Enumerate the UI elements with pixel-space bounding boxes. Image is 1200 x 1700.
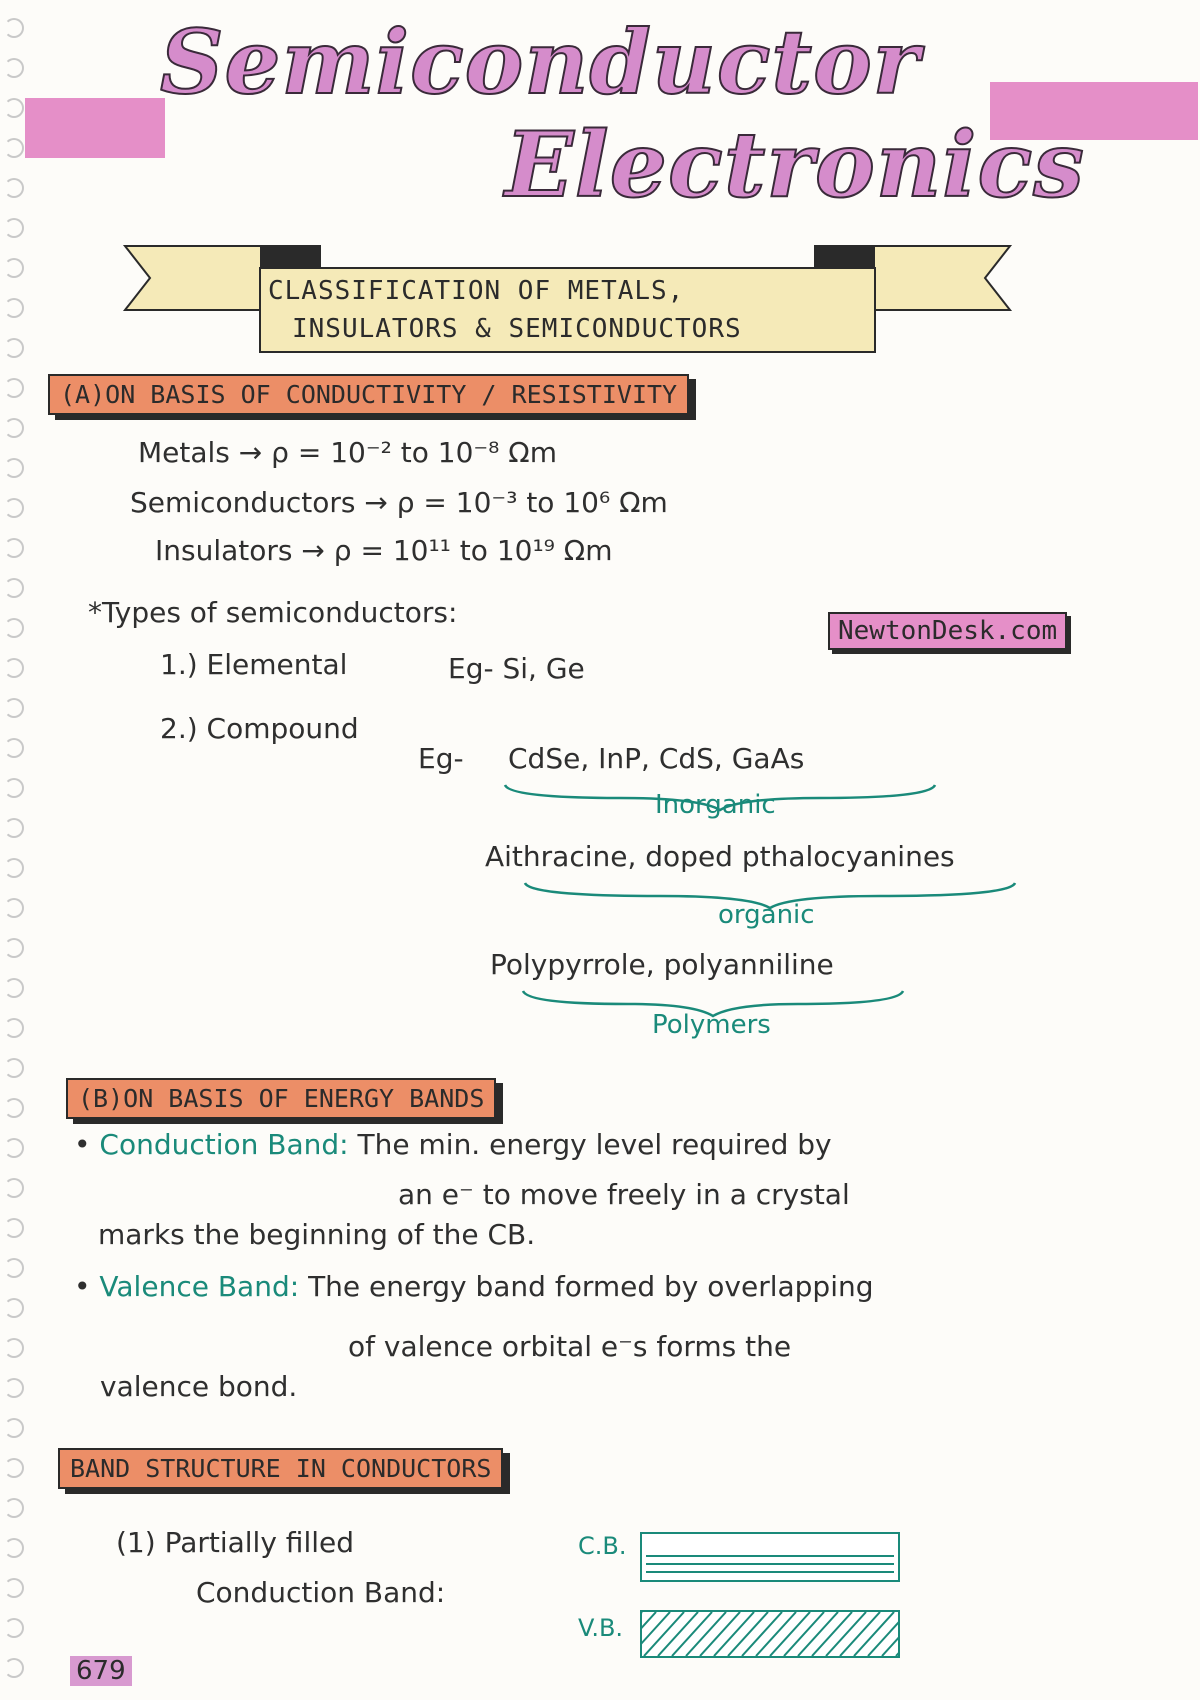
- pink-highlight-left: [25, 98, 165, 158]
- spiral-ring: [4, 978, 24, 998]
- row-range: 10⁻² to 10⁻⁸ Ωm: [330, 436, 557, 469]
- resistivity-row-insulators: [155, 534, 612, 567]
- hatch-line: [896, 1612, 898, 1656]
- vb-term: Valence Band:: [99, 1270, 300, 1303]
- organic-label: organic: [718, 900, 815, 930]
- hatch-line: [642, 1612, 670, 1656]
- spiral-ring: [4, 298, 24, 318]
- spiral-ring: [4, 18, 24, 38]
- spiral-ring: [4, 858, 24, 878]
- vb-definition-line2: of valence orbital e⁻s forms the: [348, 1330, 792, 1363]
- organic-list: Aithracine, doped pthalocyanines: [485, 840, 955, 873]
- vb-label: V.B.: [578, 1614, 624, 1642]
- spiral-ring: [4, 578, 24, 598]
- spiral-ring: [4, 1218, 24, 1238]
- equals-sign: =: [423, 486, 447, 519]
- rho-symbol: ρ: [396, 486, 415, 519]
- spiral-ring: [4, 898, 24, 918]
- spiral-ring: [4, 378, 24, 398]
- spiral-ring: [4, 98, 24, 118]
- section-b-heading: (B)ON BASIS OF ENERGY BANDS: [66, 1078, 496, 1119]
- spiral-ring: [4, 1378, 24, 1398]
- spiral-ring: [4, 1258, 24, 1278]
- arrow-icon: →: [238, 436, 263, 469]
- rho-symbol: ρ: [333, 534, 352, 567]
- arrow-icon: →: [364, 486, 388, 519]
- cb-text1: The min. energy level required by: [357, 1128, 832, 1161]
- row-range: 10¹¹ to 10¹⁹ Ωm: [392, 534, 613, 567]
- resistivity-row-metals: [138, 436, 557, 469]
- spiral-ring: [4, 1658, 24, 1678]
- spiral-ring: [4, 458, 24, 478]
- spiral-ring: [4, 1538, 24, 1558]
- spiral-ring: [4, 418, 24, 438]
- spiral-ring: [4, 218, 24, 238]
- section-a-heading: (A)ON BASIS OF CONDUCTIVITY / RESISTIVITY: [48, 374, 689, 415]
- spiral-ring: [4, 1338, 24, 1358]
- polymer-list: Polypyrrole, polyanniline: [490, 948, 834, 981]
- type-elemental-label: 1.) Elemental: [160, 648, 348, 681]
- banner-line2: INSULATORS & SEMICONDUCTORS: [292, 314, 742, 344]
- partially-filled-line2: Conduction Band:: [196, 1576, 446, 1609]
- spiral-ring: [4, 178, 24, 198]
- partial-fill-lines: [642, 1534, 898, 1580]
- page-number: 679: [70, 1656, 132, 1686]
- resistivity-row-semiconductors: [130, 486, 668, 519]
- spiral-ring: [4, 1458, 24, 1478]
- vb-definition-line1: [74, 1270, 874, 1303]
- spiral-ring: [4, 818, 24, 838]
- inorganic-label: Inorganic: [655, 790, 776, 820]
- spiral-ring: [4, 498, 24, 518]
- spiral-ring: [4, 138, 24, 158]
- arrow-icon: →: [301, 534, 325, 567]
- spiral-ring: [4, 258, 24, 278]
- spiral-ring: [4, 618, 24, 638]
- bullet-icon: •: [74, 1128, 100, 1161]
- spiral-ring: [4, 738, 24, 758]
- vb-text1: The energy band formed by overlapping: [308, 1270, 874, 1303]
- row-name: Metals: [138, 436, 230, 469]
- spiral-ring: [4, 1298, 24, 1318]
- type-compound-label: 2.) Compound: [160, 712, 359, 745]
- inorganic-list: CdSe, InP, CdS, GaAs: [508, 742, 805, 775]
- title-line1: Semiconductor: [160, 10, 921, 114]
- conduction-band-box: [640, 1532, 900, 1582]
- cb-label: C.B.: [578, 1532, 627, 1560]
- polymers-label: Polymers: [652, 1010, 771, 1040]
- spiral-ring: [4, 1618, 24, 1638]
- section-c-heading: BAND STRUCTURE IN CONDUCTORS: [58, 1448, 503, 1489]
- type-elemental-example: Eg- Si, Ge: [448, 652, 585, 685]
- banner-line1: CLASSIFICATION OF METALS,: [268, 276, 685, 306]
- row-name: Semiconductors: [130, 486, 356, 519]
- spiral-ring: [4, 698, 24, 718]
- spiral-ring: [4, 1018, 24, 1038]
- hatch-line: [868, 1612, 898, 1656]
- equals-sign: =: [297, 436, 322, 469]
- rho-symbol: ρ: [271, 436, 289, 469]
- spiral-ring: [4, 1058, 24, 1078]
- spiral-ring: [4, 1578, 24, 1598]
- spiral-ring: [4, 1498, 24, 1518]
- spiral-ring: [4, 1418, 24, 1438]
- spiral-ring: [4, 1098, 24, 1118]
- row-range: 10⁻³ to 10⁶ Ωm: [455, 486, 668, 519]
- spiral-ring: [4, 58, 24, 78]
- equals-sign: =: [360, 534, 384, 567]
- title-line2: Electronics: [505, 112, 1085, 218]
- hatch-fill: [642, 1612, 898, 1656]
- spiral-binding: [0, 0, 30, 1700]
- hatch-line: [882, 1612, 898, 1656]
- partially-filled-line1: (1) Partially filled: [116, 1526, 354, 1559]
- cb-definition-line1: [74, 1128, 832, 1161]
- spiral-ring: [4, 538, 24, 558]
- row-name: Insulators: [155, 534, 293, 567]
- spiral-ring: [4, 1178, 24, 1198]
- cb-term: Conduction Band:: [99, 1128, 349, 1161]
- compound-eg-prefix: Eg-: [418, 742, 464, 775]
- bullet-icon: •: [74, 1270, 100, 1303]
- valence-band-box: [640, 1610, 900, 1658]
- spiral-ring: [4, 658, 24, 678]
- cb-definition-line3: marks the beginning of the CB.: [98, 1218, 536, 1251]
- spiral-ring: [4, 1138, 24, 1158]
- types-heading: *Types of semiconductors:: [88, 596, 458, 629]
- cb-definition-line2: an e⁻ to move freely in a crystal: [398, 1178, 850, 1211]
- spiral-ring: [4, 338, 24, 358]
- vb-definition-line3: valence bond.: [100, 1370, 298, 1403]
- spiral-ring: [4, 778, 24, 798]
- brand-label: NewtonDesk.com: [828, 612, 1067, 650]
- spiral-ring: [4, 938, 24, 958]
